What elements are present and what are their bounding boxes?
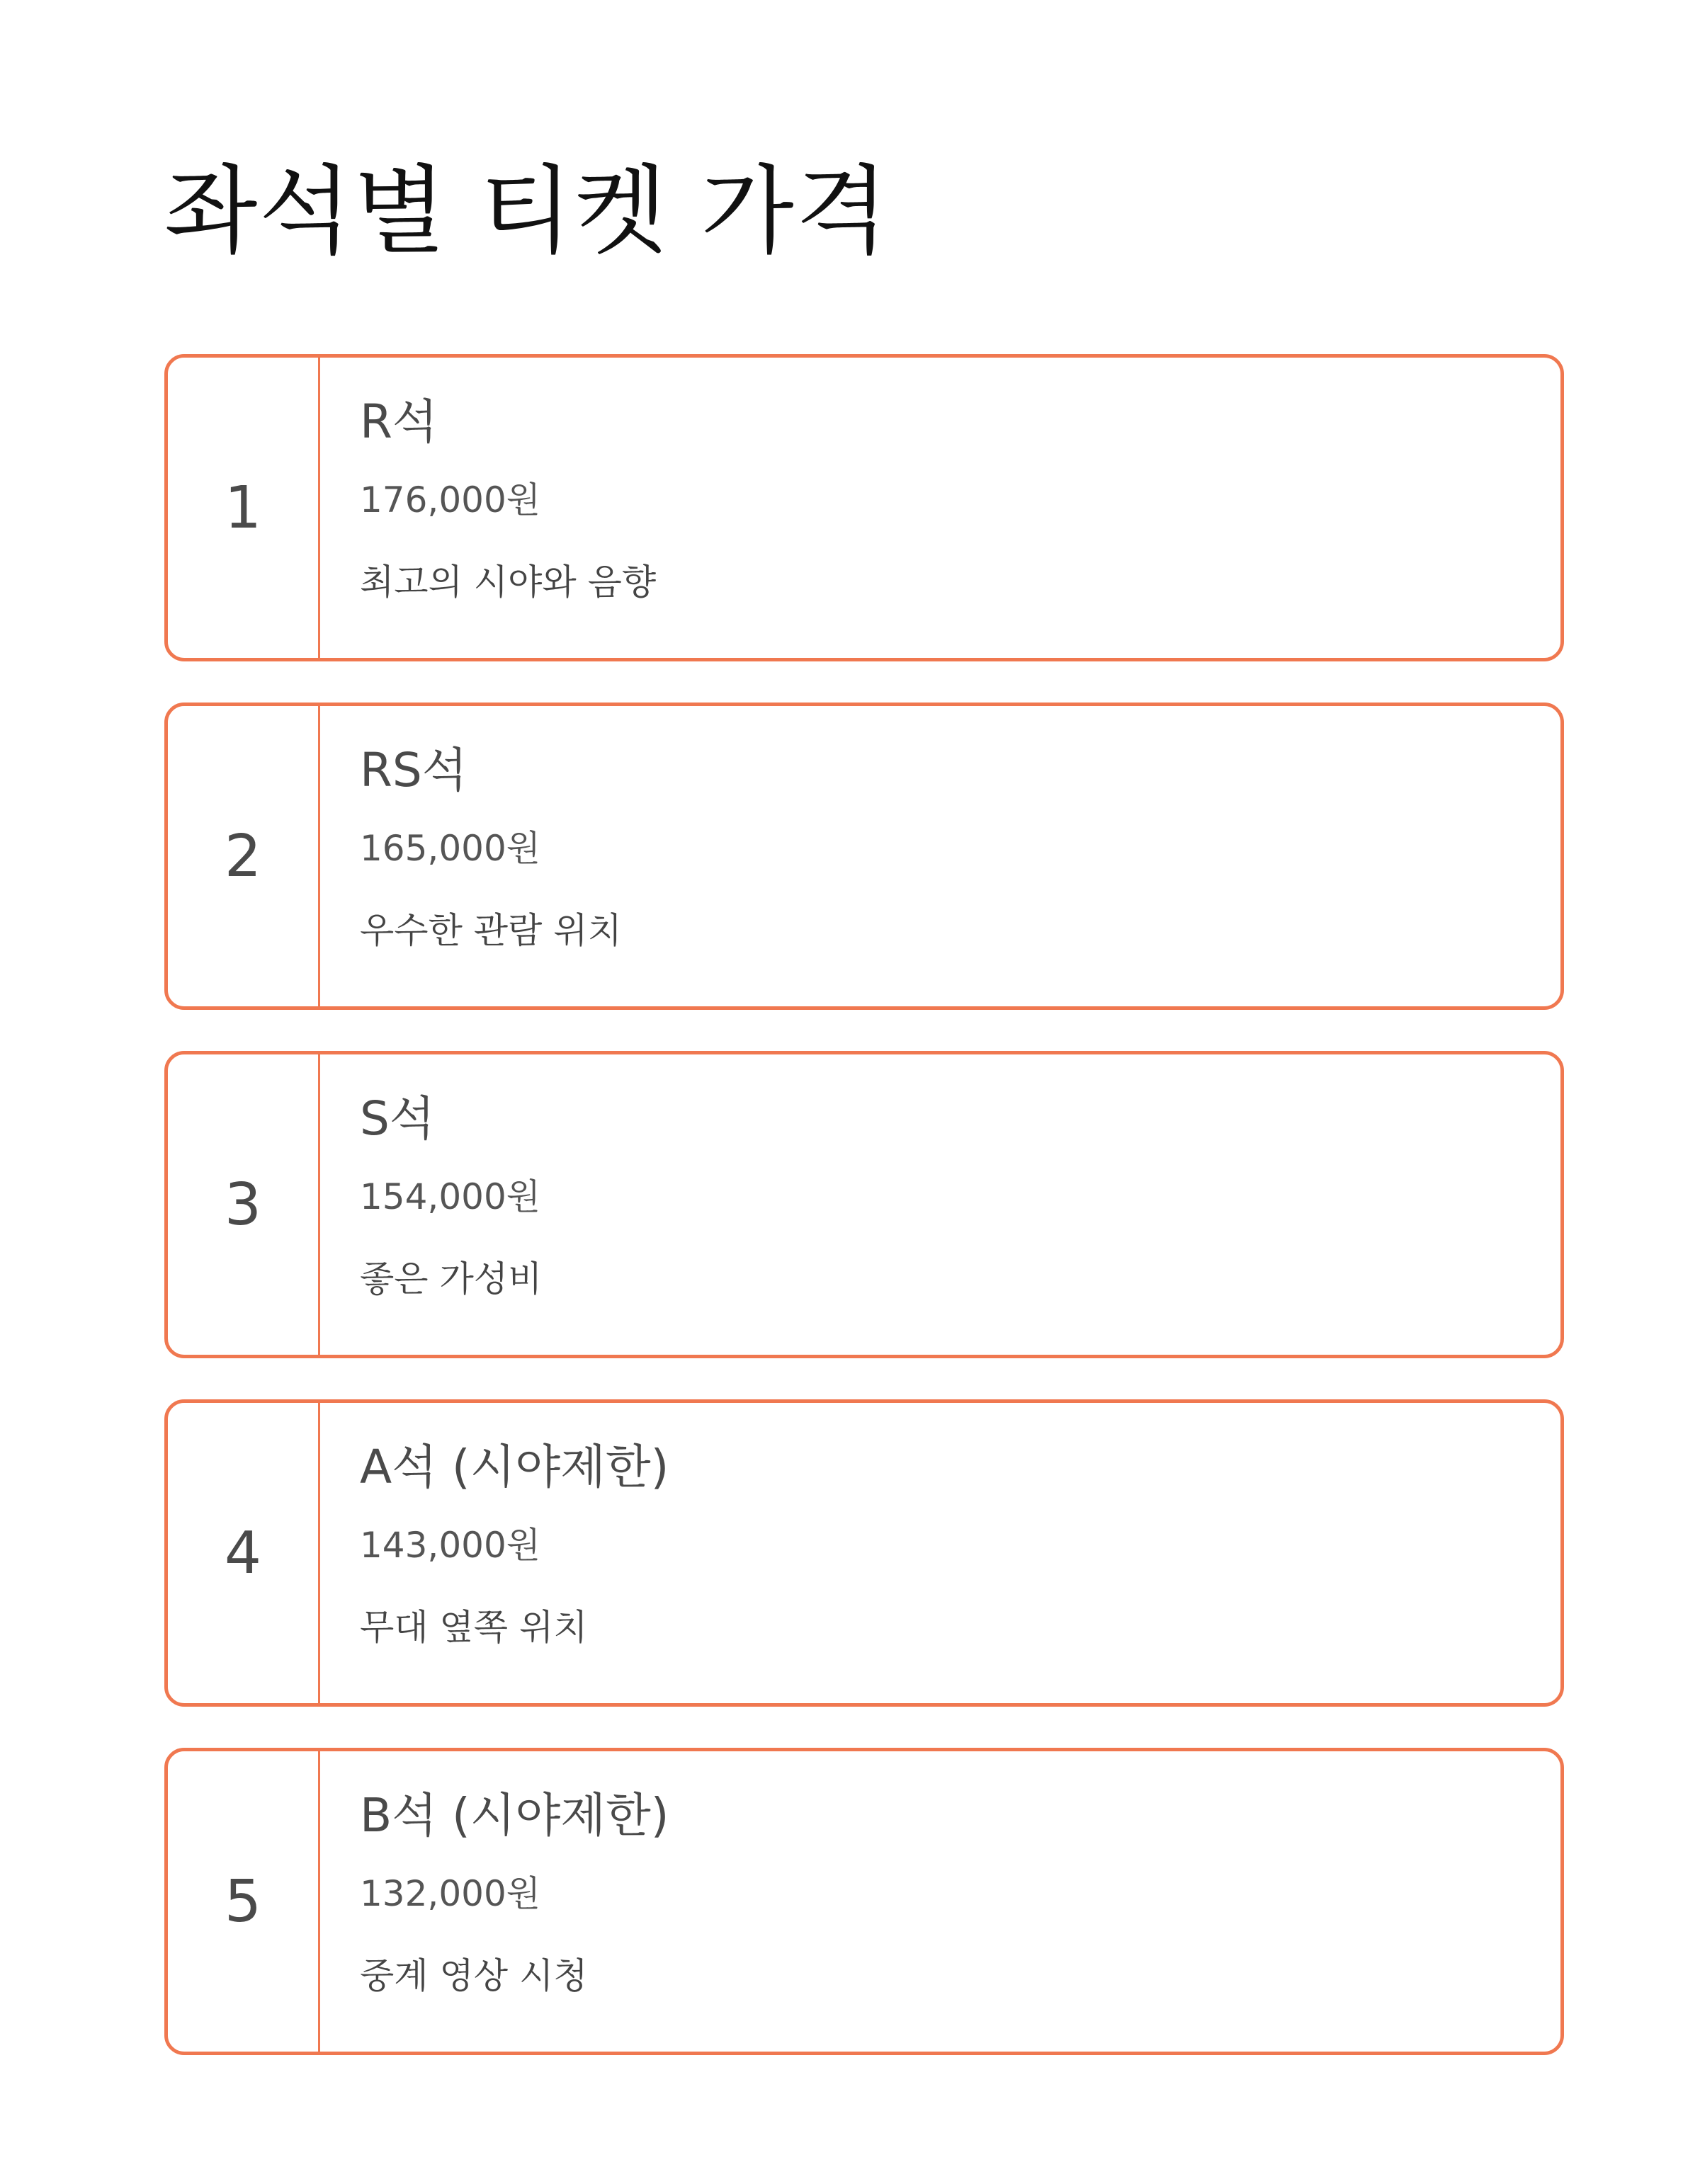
seat-card-r <box>164 354 1564 661</box>
seat-info <box>320 1403 1560 1703</box>
seat-name: A석 (시야제한) <box>360 1440 669 1494</box>
seat-price-list <box>164 354 1564 2096</box>
seat-card-rs <box>164 703 1564 1010</box>
seat-description: 무대 옆쪽 위치 <box>360 1607 588 1648</box>
seat-rank-number: 3 <box>168 1054 320 1355</box>
seat-info <box>320 358 1560 658</box>
seat-price: 154,000원 <box>360 1176 541 1217</box>
seat-rank-number: 5 <box>168 1751 320 2052</box>
seat-description: 좋은 가성비 <box>360 1258 543 1299</box>
seat-price: 143,000원 <box>360 1525 541 1566</box>
seat-card-b <box>164 1748 1564 2055</box>
seat-description: 최고의 시야와 음향 <box>360 562 657 603</box>
seat-price: 165,000원 <box>360 828 541 869</box>
seat-info <box>320 1751 1560 2052</box>
seat-rank-number: 2 <box>168 706 320 1006</box>
seat-name: R석 <box>360 394 438 449</box>
seat-name: B석 (시야제한) <box>360 1788 669 1843</box>
seat-name: RS석 <box>360 743 468 797</box>
seat-card-a <box>164 1399 1564 1707</box>
seat-description: 우수한 관람 위치 <box>360 910 622 951</box>
seat-card-s <box>164 1051 1564 1358</box>
seat-name: S석 <box>360 1091 435 1146</box>
seat-info <box>320 706 1560 1006</box>
seat-price: 132,000원 <box>360 1873 541 1914</box>
seat-description: 중계 영상 시청 <box>360 1955 588 1996</box>
seat-price: 176,000원 <box>360 479 541 521</box>
page-title: 좌석별 티켓 가격 <box>164 156 890 268</box>
seat-rank-number: 4 <box>168 1403 320 1703</box>
seat-rank-number: 1 <box>168 358 320 658</box>
seat-info <box>320 1054 1560 1355</box>
